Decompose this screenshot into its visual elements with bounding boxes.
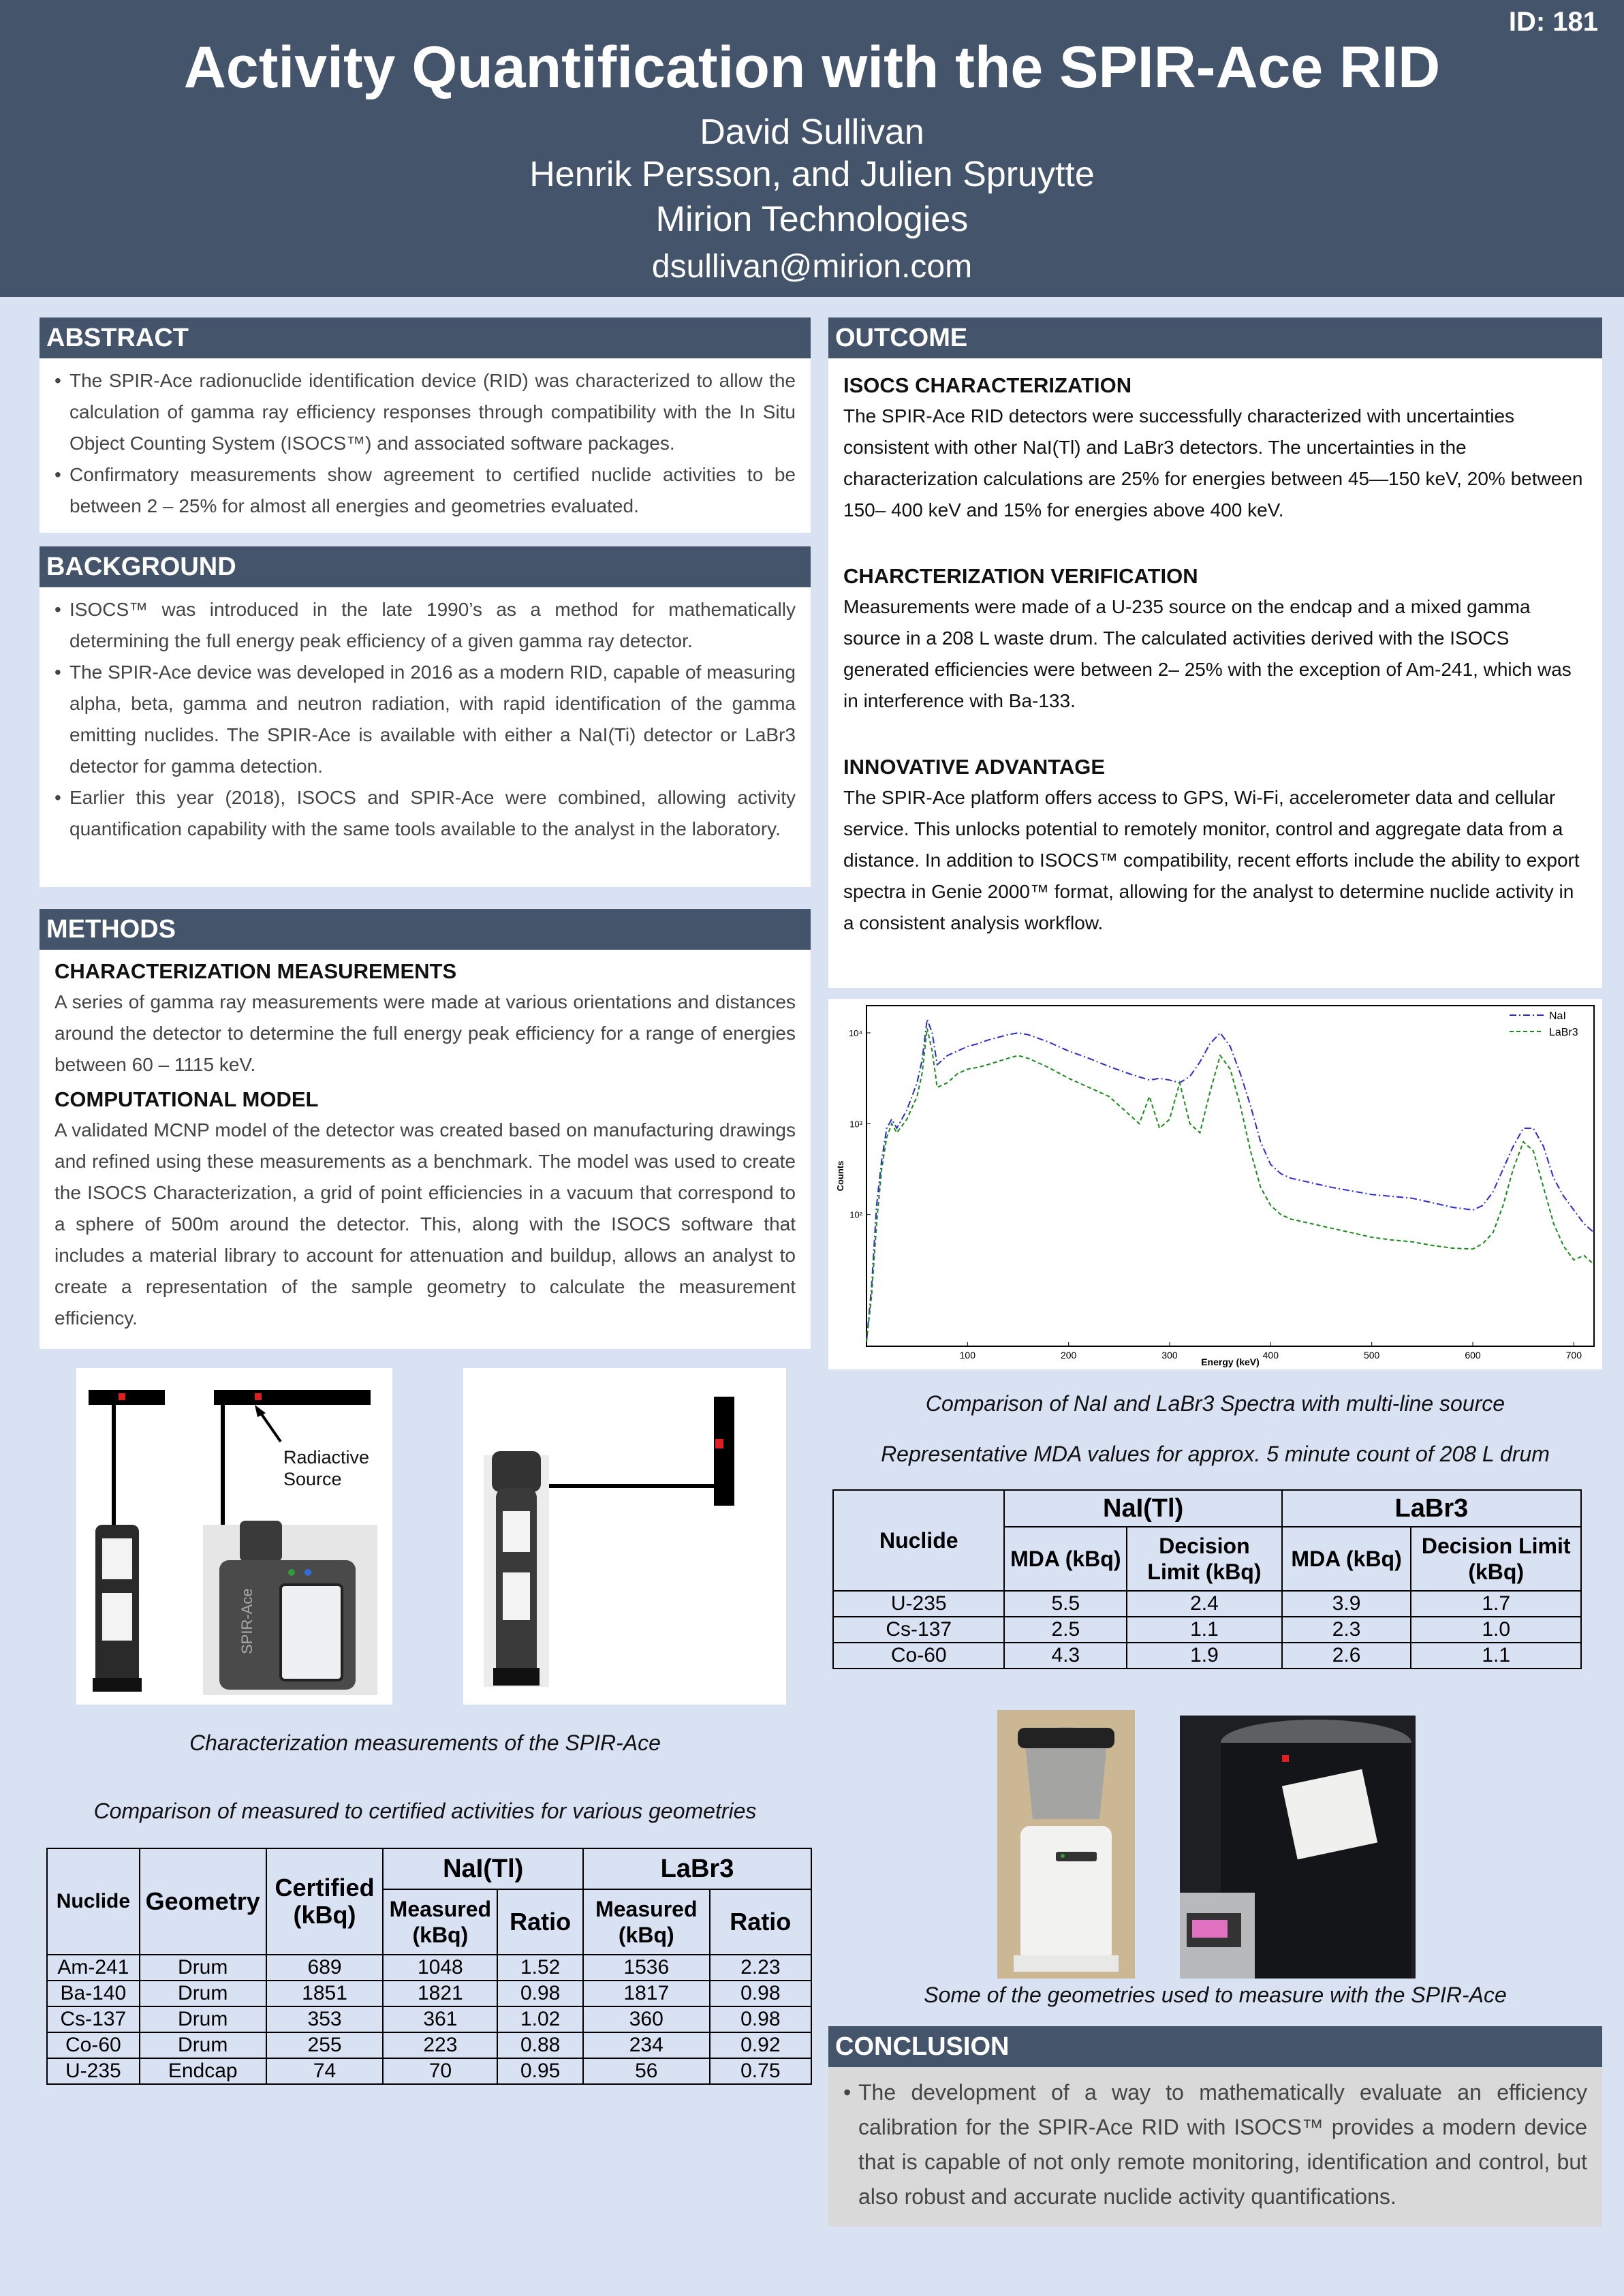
x-tick-label: 200	[1060, 1350, 1077, 1361]
table1-cell: 353	[266, 2006, 384, 2032]
outcome-text-1: The SPIR-Ace RID detectors were successfully characterized with uncertainties consistent with other NaI(Tl) and LaBr3 detectors. The uncertainties in the characterization calculations are 25% for energies between 45—150 keV, 20% between 150– 400 keV and 15% for energies above 400 keV.	[843, 405, 1583, 521]
table1-cell: 0.98	[497, 1981, 583, 2006]
email: dsullivan@mirion.com	[651, 249, 973, 285]
methods-panel	[40, 909, 811, 1349]
th2-labr-mda: MDA (kBq)	[1282, 1527, 1411, 1591]
table1-cell: 689	[266, 1955, 384, 1981]
methods-heading: METHODS	[40, 909, 811, 950]
table2-cell: Co-60	[833, 1643, 1004, 1669]
table2-cell: 2.6	[1282, 1643, 1411, 1669]
spectra-chart-panel	[828, 999, 1602, 1369]
th2-labr: LaBr3	[1282, 1490, 1581, 1527]
methods-subheading-2: COMPUTATIONAL MODEL	[54, 1087, 319, 1111]
x-tick-label: 500	[1363, 1350, 1380, 1361]
methods-subheading-1: CHARACTERIZATION MEASUREMENTS	[54, 959, 457, 983]
th-certified: Certified (kBq)	[266, 1848, 384, 1955]
table2-cell: 1.0	[1411, 1617, 1581, 1643]
outcome-panel	[828, 317, 1602, 988]
th-nai-measured: Measured (kBq)	[383, 1889, 497, 1955]
x-tick-label: 700	[1565, 1350, 1582, 1361]
poster-header	[0, 0, 1624, 297]
table1-cell: 0.75	[710, 2058, 811, 2084]
th-geometry: Geometry	[140, 1848, 266, 1955]
table1-cell: Endcap	[140, 2058, 266, 2084]
table1-row	[47, 2006, 811, 2032]
methods-text-1: A series of gamma ray measurements were made at various orientations and distances around the detector to determine the full energy peak efficiency for a range of energies between 60 – 1115 keV.	[54, 991, 796, 1075]
outcome-body	[828, 358, 1602, 939]
table2-cell: 1.7	[1411, 1591, 1581, 1617]
table1-cell: 74	[266, 2058, 384, 2084]
th2-nai: NaI(Tl)	[1004, 1490, 1281, 1527]
table1-cell: Drum	[140, 2006, 266, 2032]
table1-cell: Co-60	[47, 2032, 140, 2058]
background-bullet: • The SPIR-Ace device was developed in 2016 as a modern RID, capable of measuring alpha, beta, gamma and neutron radiation, with rapid identification of the gamma emitting nuclides. The SPIR-Ace is available with either a NaI(Ti) detector or LaBr3 detector for gamma detection.	[54, 657, 796, 782]
table2-cell: 2.3	[1282, 1617, 1411, 1643]
y-tick-label: 10³	[849, 1119, 862, 1130]
table2-cell: 4.3	[1004, 1643, 1127, 1669]
th2-labr-dl: Decision Limit (kBq)	[1411, 1527, 1581, 1591]
table2-cell: 3.9	[1282, 1591, 1411, 1617]
source-stand-diagram	[76, 1368, 392, 1705]
table1-cell: 1817	[583, 1981, 710, 2006]
table1-cell: 1536	[583, 1955, 710, 1981]
plot-frame	[866, 1006, 1594, 1346]
background-bullets	[40, 587, 811, 845]
abstract-bullet: • The SPIR-Ace radionuclide identification device (RID) was characterized to allow the calculation of gamma ray efficiency responses through compatibility with the In Situ Object Counting System (ISOCS™) and associated software packages.	[54, 365, 796, 459]
conclusion-bullet: • The development of a way to mathematically evaluate an efficiency calibration for the SPIR-Ace RID with ISOCS™ provides a modern device that is capable of not only remote monitoring, identification and control, but also robust and accurate nuclide activity quantifications.	[843, 2075, 1587, 2214]
poster-id: ID: 181	[1508, 7, 1598, 37]
legend-entry-nai: NaI	[1549, 1010, 1566, 1022]
conclusion-heading: CONCLUSION	[828, 2026, 1602, 2067]
th-labr-ratio: Ratio	[710, 1889, 811, 1955]
abstract-bullet: • Confirmatory measurements show agreement to certified nuclide activities to be between 2 – 25% for almost all energies and geometries evaluated.	[54, 459, 796, 522]
table2-caption: Representative MDA values for approx. 5 minute count of 208 L drum	[881, 1442, 1550, 1466]
table1-cell: 1.52	[497, 1955, 583, 1981]
device-label: SPIR-Ace	[238, 1588, 255, 1654]
table1-cell: 1048	[383, 1955, 497, 1981]
y-tick-label: 10⁴	[848, 1028, 862, 1038]
table1-cell: Am-241	[47, 1955, 140, 1981]
th-nuclide: Nuclide	[47, 1848, 140, 1955]
table1-row	[47, 2032, 811, 2058]
table1-caption: Comparison of measured to certified activities for various geometries	[93, 1799, 757, 1823]
x-axis-label: Energy (keV)	[1201, 1356, 1260, 1367]
table2-cell: Cs-137	[833, 1617, 1004, 1643]
background-heading: BACKGROUND	[40, 546, 811, 587]
table1-cell: 1821	[383, 1981, 497, 2006]
source-label-line-1: Radiactive	[283, 1447, 370, 1468]
table1-cell: 2.23	[710, 1955, 811, 1981]
table2-cell: U-235	[833, 1591, 1004, 1617]
figure2-caption: Some of the geometries used to measure with the SPIR-Ace	[924, 1983, 1507, 2007]
activity-table-body	[47, 1955, 811, 2084]
affiliation: Mirion Technologies	[655, 200, 969, 239]
mda-table	[832, 1489, 1582, 1669]
table1-cell: 255	[266, 2032, 384, 2058]
outcome-text-3: The SPIR-Ace platform offers access to GPS, Wi-Fi, accelerometer data and cellular service. This unlocks potential to remotely monitor, control and aggregate data from a distance. In addition to ISOCS™ compatibility, recent efforts include the ability to export spectra in Genie 2000™ format, allowing for the analyst to determine nuclide activity in a consistent analysis workflow.	[843, 787, 1580, 933]
characterization-diagram-right	[463, 1368, 786, 1705]
x-tick-label: 600	[1465, 1350, 1481, 1361]
chart-caption: Comparison of NaI and LaBr3 Spectra with multi-line source	[925, 1391, 1505, 1416]
table2-cell: 1.1	[1127, 1617, 1282, 1643]
abstract-bullets	[40, 358, 811, 522]
table2-cell: 2.5	[1004, 1617, 1127, 1643]
x-tick-label: 300	[1161, 1350, 1178, 1361]
table1-cell: 0.88	[497, 2032, 583, 2058]
side-source-diagram	[463, 1368, 786, 1705]
table1-cell: Drum	[140, 2032, 266, 2058]
outcome-subheading-3: INNOVATIVE ADVANTAGE	[843, 755, 1106, 779]
table1-cell: 0.92	[710, 2032, 811, 2058]
table1-cell: 234	[583, 2032, 710, 2058]
table1-cell: 56	[583, 2058, 710, 2084]
table1-cell: 70	[383, 2058, 497, 2084]
outcome-heading: OUTCOME	[828, 317, 1602, 358]
table1-cell: Drum	[140, 1955, 266, 1981]
figure1-caption: Characterization measurements of the SPIR-Ace	[189, 1731, 661, 1755]
th2-nai-dl: Decision Limit (kBq)	[1127, 1527, 1282, 1591]
table1-cell: 0.98	[710, 2006, 811, 2032]
source-label-line-2: Source	[283, 1469, 342, 1489]
table2-cell: 1.9	[1127, 1643, 1282, 1669]
table1-row	[47, 1981, 811, 2006]
table1-cell: U-235	[47, 2058, 140, 2084]
th-nai: NaI(Tl)	[383, 1848, 583, 1889]
conclusion-panel	[828, 2026, 1602, 2227]
methods-text-2: A validated MCNP model of the detector was created based on manufacturing drawings and refined using these measurements as a benchmark. The model was used to create the ISOCS Characterization, a grid of point efficiencies in a vacuum that correspond to a sphere of 500m around the detector. This, along with the ISOCS software that includes a material library to account for attenuation and buildup, allows an analyst to create a representation of the sample geometry to calculate the measurement efficiency.	[54, 1119, 796, 1329]
background-panel	[40, 546, 811, 887]
table1-cell: 1.02	[497, 2006, 583, 2032]
x-tick-label: 400	[1262, 1350, 1279, 1361]
table2-row	[833, 1617, 1581, 1643]
th2-nuclide: Nuclide	[833, 1490, 1004, 1591]
methods-body	[40, 950, 811, 1334]
abstract-panel	[40, 317, 811, 533]
th-labr-measured: Measured (kBq)	[583, 1889, 710, 1955]
th-labr: LaBr3	[583, 1848, 811, 1889]
th2-nai-mda: MDA (kBq)	[1004, 1527, 1127, 1591]
background-bullet: • ISOCS™ was introduced in the late 1990’s as a method for mathematically determining the full energy peak efficiency of a given gamma ray detector.	[54, 594, 796, 657]
table1-cell: 0.98	[710, 1981, 811, 2006]
table2-cell: 5.5	[1004, 1591, 1127, 1617]
background-bullet: • Earlier this year (2018), ISOCS and SPIR-Ace were combined, allowing activity quantification capability with the same tools available to the analyst in the laboratory.	[54, 782, 796, 845]
table1-cell: 223	[383, 2032, 497, 2058]
table2-cell: 1.1	[1411, 1643, 1581, 1669]
conclusion-bullets	[828, 2067, 1602, 2214]
table2-row	[833, 1643, 1581, 1669]
table1-cell: 0.95	[497, 2058, 583, 2084]
outcome-subheading-2: CHARCTERIZATION VERIFICATION	[843, 564, 1198, 588]
table1-cell: 1851	[266, 1981, 384, 2006]
table2-row	[833, 1591, 1581, 1617]
characterization-diagram-left	[76, 1368, 392, 1705]
outcome-text-2: Measurements were made of a U-235 source on the endcap and a mixed gamma source in a 208 L waste drum. The calculated activities derived with the ISOCS generated efficiencies were between 2– 25% with the exception of Am-241, which was in interference with Ba-133.	[843, 596, 1572, 711]
y-tick-label: 10²	[849, 1209, 862, 1220]
drum-geometry-photo	[1180, 1716, 1416, 1979]
table1-row	[47, 1955, 811, 1981]
spectra-chart	[828, 999, 1602, 1369]
legend-entry-labr3: LaBr3	[1549, 1027, 1578, 1038]
author: David Sullivan	[700, 112, 924, 152]
y-axis-label: Counts	[835, 1160, 845, 1192]
table1-cell: 360	[583, 2006, 710, 2032]
table1-row	[47, 2058, 811, 2084]
x-tick-label: 100	[959, 1350, 976, 1361]
mda-table-body	[833, 1591, 1581, 1669]
activity-comparison-table	[46, 1848, 812, 2085]
poster-title: Activity Quantification with the SPIR-Ace RID	[183, 35, 1441, 100]
coauthors: Henrik Persson, and Julien Spruytte	[529, 155, 1095, 194]
table1-cell: Ba-140	[47, 1981, 140, 2006]
table1-cell: Cs-137	[47, 2006, 140, 2032]
table1-cell: 361	[383, 2006, 497, 2032]
abstract-heading: ABSTRACT	[40, 317, 811, 358]
table2-cell: 2.4	[1127, 1591, 1282, 1617]
th-nai-ratio: Ratio	[497, 1889, 583, 1955]
table1-cell: Drum	[140, 1981, 266, 2006]
outcome-subheading-1: ISOCS CHARACTERIZATION	[843, 373, 1132, 397]
endcap-geometry-photo	[997, 1710, 1135, 1979]
